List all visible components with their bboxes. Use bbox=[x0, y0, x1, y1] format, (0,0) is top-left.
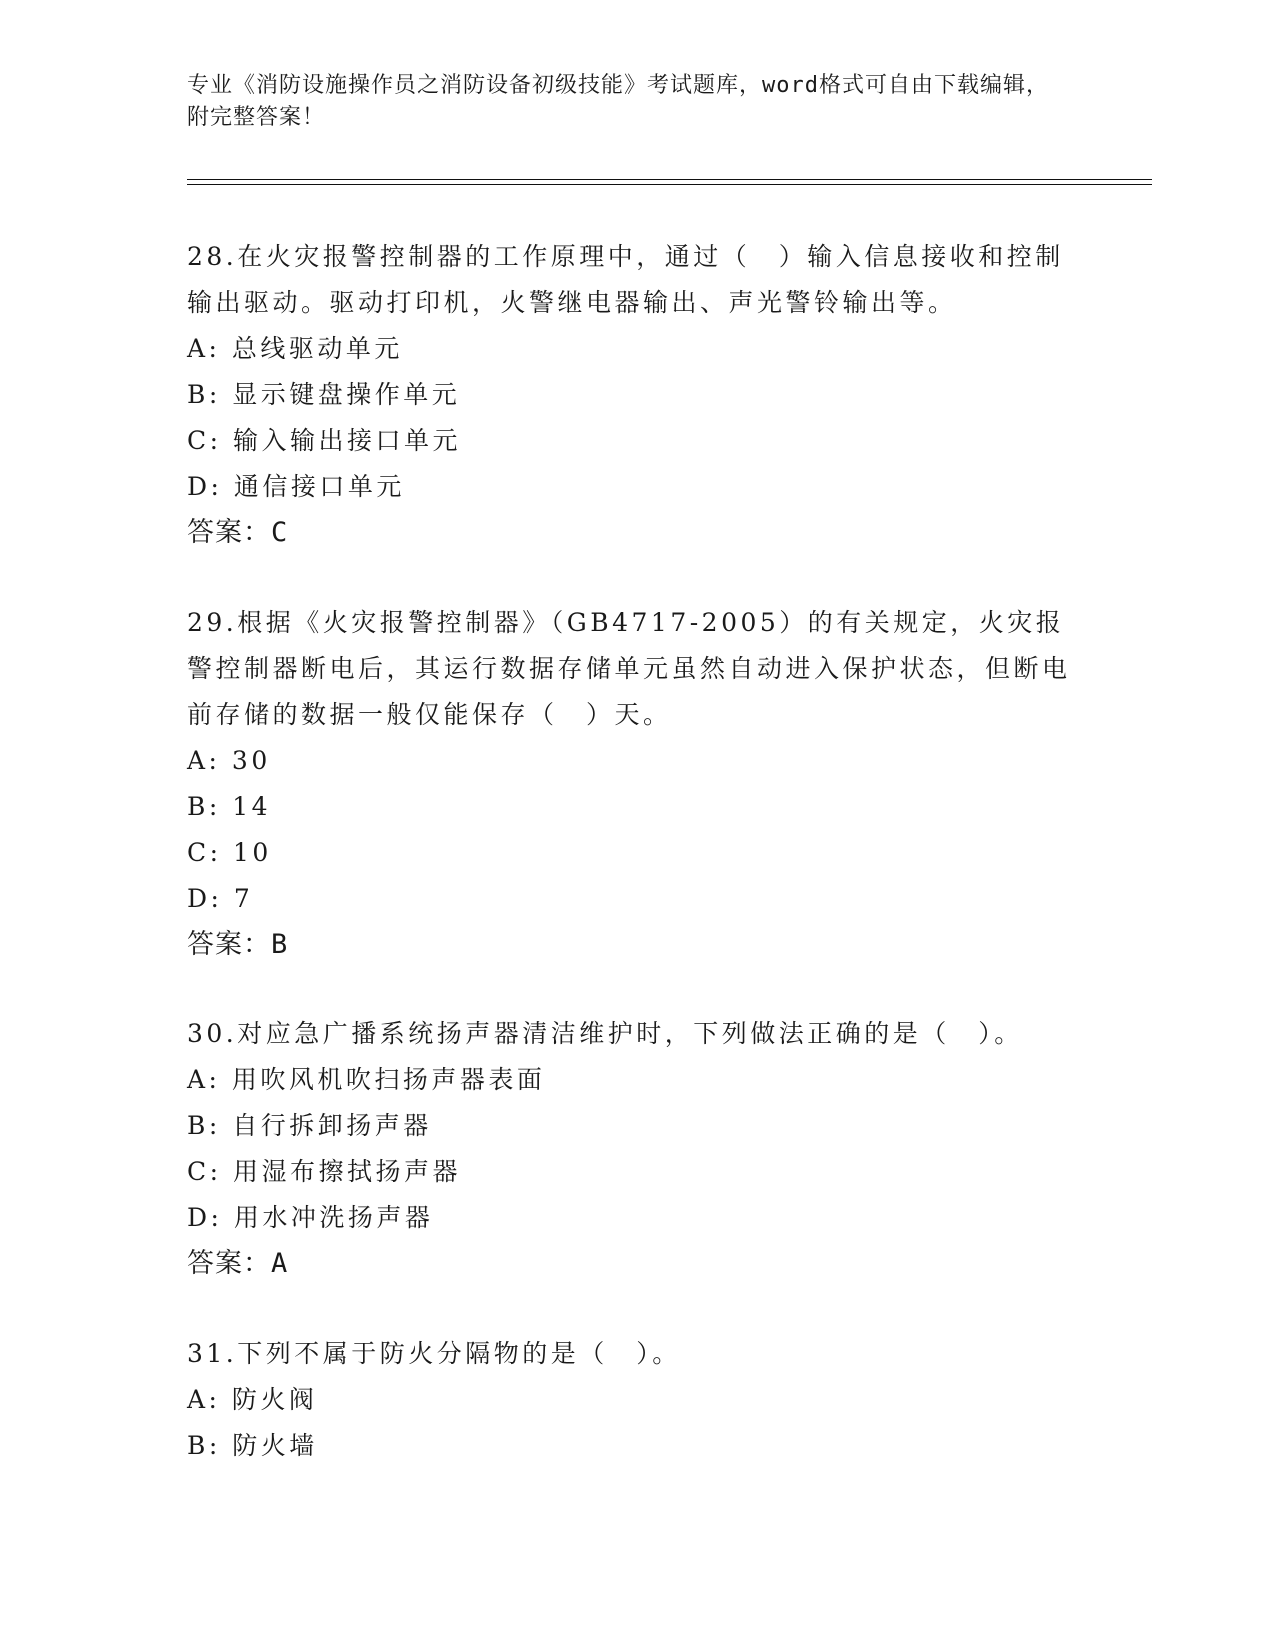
answer: 答案：B bbox=[187, 929, 289, 960]
option-a: A: 总线驱动单元 bbox=[187, 334, 403, 363]
question-28 bbox=[187, 234, 1087, 556]
option-c: C: 输入输出接口单元 bbox=[187, 426, 461, 455]
option-a: A: 用吹风机吹扫扬声器表面 bbox=[187, 1065, 546, 1094]
header-divider-bottom bbox=[187, 184, 1152, 185]
question-30 bbox=[187, 1011, 1087, 1287]
question-text: 28.在火灾报警控制器的工作原理中，通过（ ）输入信息接收和控制输出驱动。驱动打印机，火警继电器输出、声光警铃输出等。 bbox=[187, 242, 1064, 317]
option-b: B: 防火墙 bbox=[187, 1431, 318, 1460]
option-b: B: 自行拆卸扬声器 bbox=[187, 1111, 432, 1140]
option-c: C: 用湿布擦拭扬声器 bbox=[187, 1157, 461, 1186]
option-c: C: 10 bbox=[187, 838, 272, 867]
option-d: D: 通信接口单元 bbox=[187, 472, 405, 501]
question-31 bbox=[187, 1331, 1087, 1469]
option-a: A: 防火阀 bbox=[187, 1385, 318, 1414]
option-d: D: 用水冲洗扬声器 bbox=[187, 1203, 434, 1232]
document-header: 专业《消防设施操作员之消防设备初级技能》考试题库，word格式可自由下载编辑，附完整答案！ bbox=[187, 73, 1049, 130]
question-29 bbox=[187, 600, 1087, 968]
option-d: D: 7 bbox=[187, 884, 254, 913]
header-divider-top bbox=[187, 179, 1152, 180]
question-text: 29.根据《火灾报警控制器》（GB4717-2005）的有关规定，火灾报警控制器断电后，其运行数据存储单元虽然自动进入保护状态，但断电前存储的数据一般仅能保存（ ）天。 bbox=[187, 608, 1071, 729]
answer: 答案：A bbox=[187, 1248, 289, 1279]
option-b: B: 14 bbox=[187, 792, 272, 821]
option-a: A: 30 bbox=[187, 746, 271, 775]
option-b: B: 显示键盘操作单元 bbox=[187, 380, 461, 409]
question-text: 31.下列不属于防火分隔物的是（ ）。 bbox=[187, 1339, 681, 1368]
answer: 答案：C bbox=[187, 517, 289, 548]
question-text: 30.对应急广播系统扬声器清洁维护时，下列做法正确的是（ ）。 bbox=[187, 1019, 1023, 1048]
